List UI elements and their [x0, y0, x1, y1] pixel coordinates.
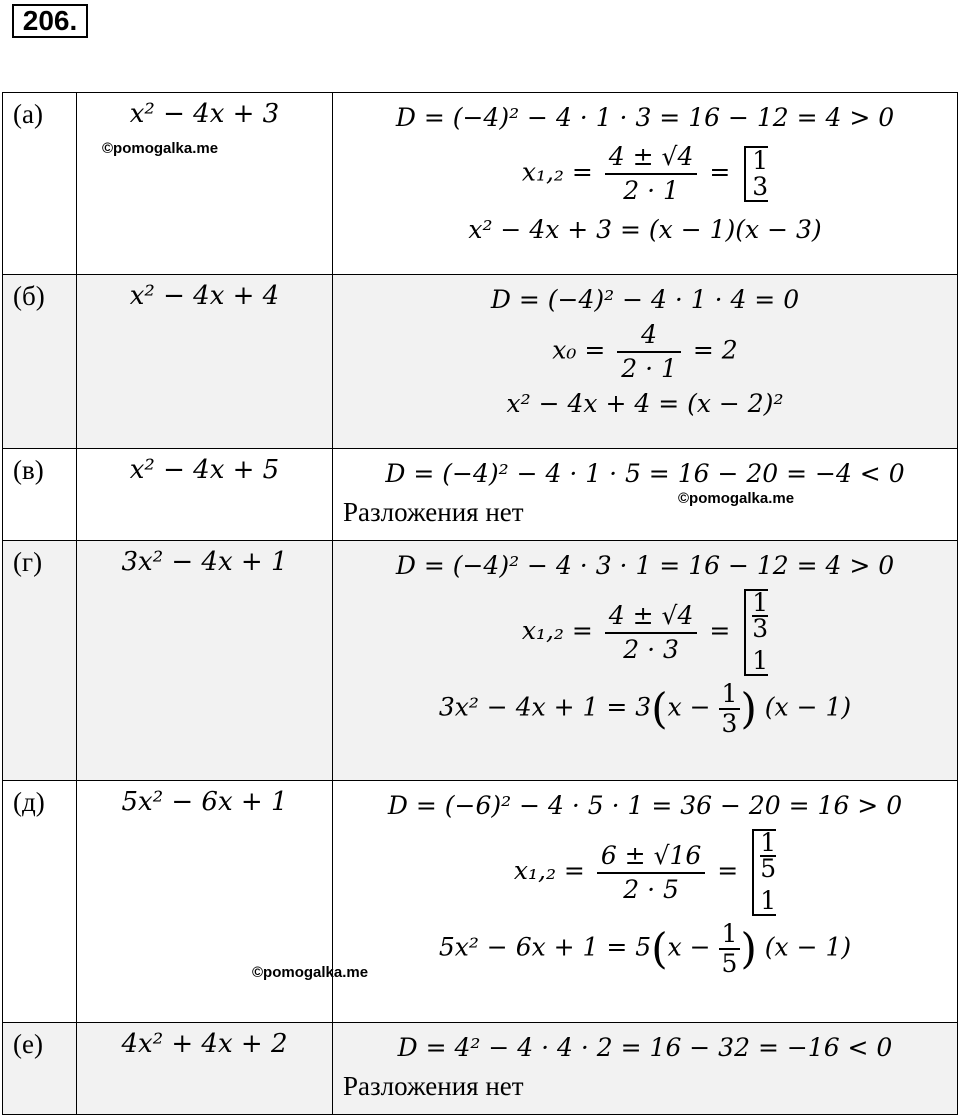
expression-cell	[77, 1023, 333, 1115]
row-label-cell	[3, 781, 77, 1023]
row-label: (г)	[13, 547, 43, 577]
roots-bracket	[744, 589, 768, 676]
roots-lhs: x₁,₂ =	[521, 616, 593, 645]
root-value: 1	[760, 886, 777, 915]
problem-number: 206.	[12, 4, 88, 38]
row-label: (д)	[13, 787, 45, 817]
factorization: x² − 4x + 3 = (x − 1)(x − 3)	[468, 215, 822, 244]
expression-cell	[77, 93, 333, 275]
fraction-numerator: 1	[752, 588, 769, 617]
row-label-cell	[3, 541, 77, 781]
roots-rhs: = 2	[692, 335, 738, 365]
fraction-numerator: 1	[721, 919, 738, 948]
expression: x² − 4x + 5	[129, 455, 280, 485]
paren-open: (	[651, 924, 668, 973]
roots-formula	[341, 829, 949, 916]
solution-cell	[333, 449, 958, 541]
row-label: (в)	[13, 455, 44, 485]
expression-cell	[77, 449, 333, 541]
roots-fraction	[605, 141, 698, 207]
watermark: ©pomogalka.me	[678, 490, 795, 507]
paren-close: )	[740, 924, 757, 973]
equals-sign: =	[717, 856, 739, 885]
expression: 3x² − 4x + 1	[121, 547, 288, 577]
factor-lhs: 3x² − 4x + 1 = 3	[438, 692, 652, 722]
root-value: 1	[752, 646, 769, 675]
expression: x² − 4x + 4	[129, 281, 280, 311]
fraction-numerator: 1	[721, 679, 738, 708]
factor-inner: x −	[667, 692, 711, 722]
factor-fraction	[719, 920, 741, 978]
fraction-denominator: 2 · 3	[605, 632, 698, 666]
row-label: (б)	[13, 281, 45, 311]
solution-cell	[333, 275, 958, 449]
solution-cell	[333, 541, 958, 781]
row-label-cell	[3, 275, 77, 449]
row-label: (е)	[13, 1029, 43, 1059]
factor-inner: x −	[667, 932, 711, 962]
factorization	[341, 680, 949, 738]
expression-cell	[77, 275, 333, 449]
solution-cell	[333, 781, 958, 1023]
row-label-cell	[3, 93, 77, 275]
fraction-numerator: 6 ± √16	[600, 840, 702, 870]
solution-table	[2, 92, 958, 1115]
expression: 5x² − 6x + 1	[121, 787, 288, 817]
expression-cell	[77, 541, 333, 781]
discriminant: D = (−4)² − 4 · 1 · 4 = 0	[490, 285, 800, 314]
table-row	[3, 93, 958, 275]
discriminant: D = (−4)² − 4 · 1 · 5 = 16 − 20 = −4 < 0	[385, 459, 905, 488]
fraction-denominator: 2 · 1	[605, 173, 698, 207]
roots-lhs: x₁,₂ =	[513, 856, 585, 885]
fraction-denominator: 3	[719, 708, 741, 738]
table-row	[3, 541, 958, 781]
factor-tail: (x − 1)	[764, 692, 852, 722]
discriminant: D = 4² − 4 · 4 · 2 = 16 − 32 = −16 < 0	[397, 1033, 893, 1062]
fraction-numerator: 4	[641, 320, 658, 349]
roots-formula	[341, 141, 949, 207]
equals-sign: =	[709, 616, 731, 645]
solution-cell	[333, 1023, 958, 1115]
roots-lhs: x₀ =	[552, 335, 606, 365]
table-row	[3, 275, 958, 449]
discriminant: D = (−6)² − 4 · 5 · 1 = 36 − 20 = 16 > 0	[387, 791, 903, 820]
factor-lhs: 5x² − 6x + 1 = 5	[438, 932, 652, 962]
watermark: ©pomogalka.me	[102, 140, 219, 157]
no-factorization-text: Разложения нет	[343, 497, 524, 527]
fraction-denominator: 5	[719, 948, 741, 978]
row-label-cell	[3, 449, 77, 541]
expression: x² − 4x + 3	[129, 99, 280, 129]
roots-formula	[341, 589, 949, 676]
discriminant: D = (−4)² − 4 · 3 · 1 = 16 − 12 = 4 > 0	[395, 551, 895, 580]
row-label-cell	[3, 1023, 77, 1115]
roots-lhs: x₁,₂ =	[521, 157, 593, 187]
fraction-denominator: 3	[752, 614, 769, 643]
fraction-numerator: 4 ± √4	[608, 142, 694, 171]
fraction-denominator: 2 · 1	[617, 351, 681, 385]
table-row	[3, 1023, 958, 1115]
watermark: ©pomogalka.me	[252, 964, 369, 981]
fraction-numerator: 1	[760, 828, 777, 857]
equals-sign: =	[709, 157, 731, 187]
roots-fraction	[605, 600, 698, 666]
paren-open: (	[651, 684, 668, 733]
table-row	[3, 781, 958, 1023]
roots-fraction	[597, 840, 706, 906]
fraction-denominator: 2 · 5	[597, 872, 706, 906]
factor-tail: (x − 1)	[764, 932, 852, 962]
roots-bracket	[744, 146, 768, 202]
expression: 4x² + 4x + 2	[121, 1029, 288, 1059]
root-value: 3	[752, 172, 769, 201]
factor-fraction	[719, 680, 741, 738]
discriminant: D = (−4)² − 4 · 1 · 3 = 16 − 12 = 4 > 0	[395, 103, 895, 132]
factorization	[341, 920, 949, 978]
roots-bracket	[752, 829, 776, 916]
paren-close: )	[740, 684, 757, 733]
table-row	[3, 449, 958, 541]
solution-cell	[333, 93, 958, 275]
root-fraction	[752, 588, 769, 643]
row-label: (а)	[13, 99, 43, 129]
roots-formula	[341, 319, 949, 385]
roots-fraction	[617, 319, 681, 385]
root-value: 1	[752, 146, 769, 175]
fraction-denominator: 5	[760, 854, 777, 883]
factorization: x² − 4x + 4 = (x − 2)²	[506, 389, 784, 418]
no-factorization-text: Разложения нет	[343, 1071, 524, 1101]
expression-cell	[77, 781, 333, 1023]
fraction-numerator: 4 ± √4	[608, 600, 694, 630]
root-fraction	[760, 828, 777, 883]
